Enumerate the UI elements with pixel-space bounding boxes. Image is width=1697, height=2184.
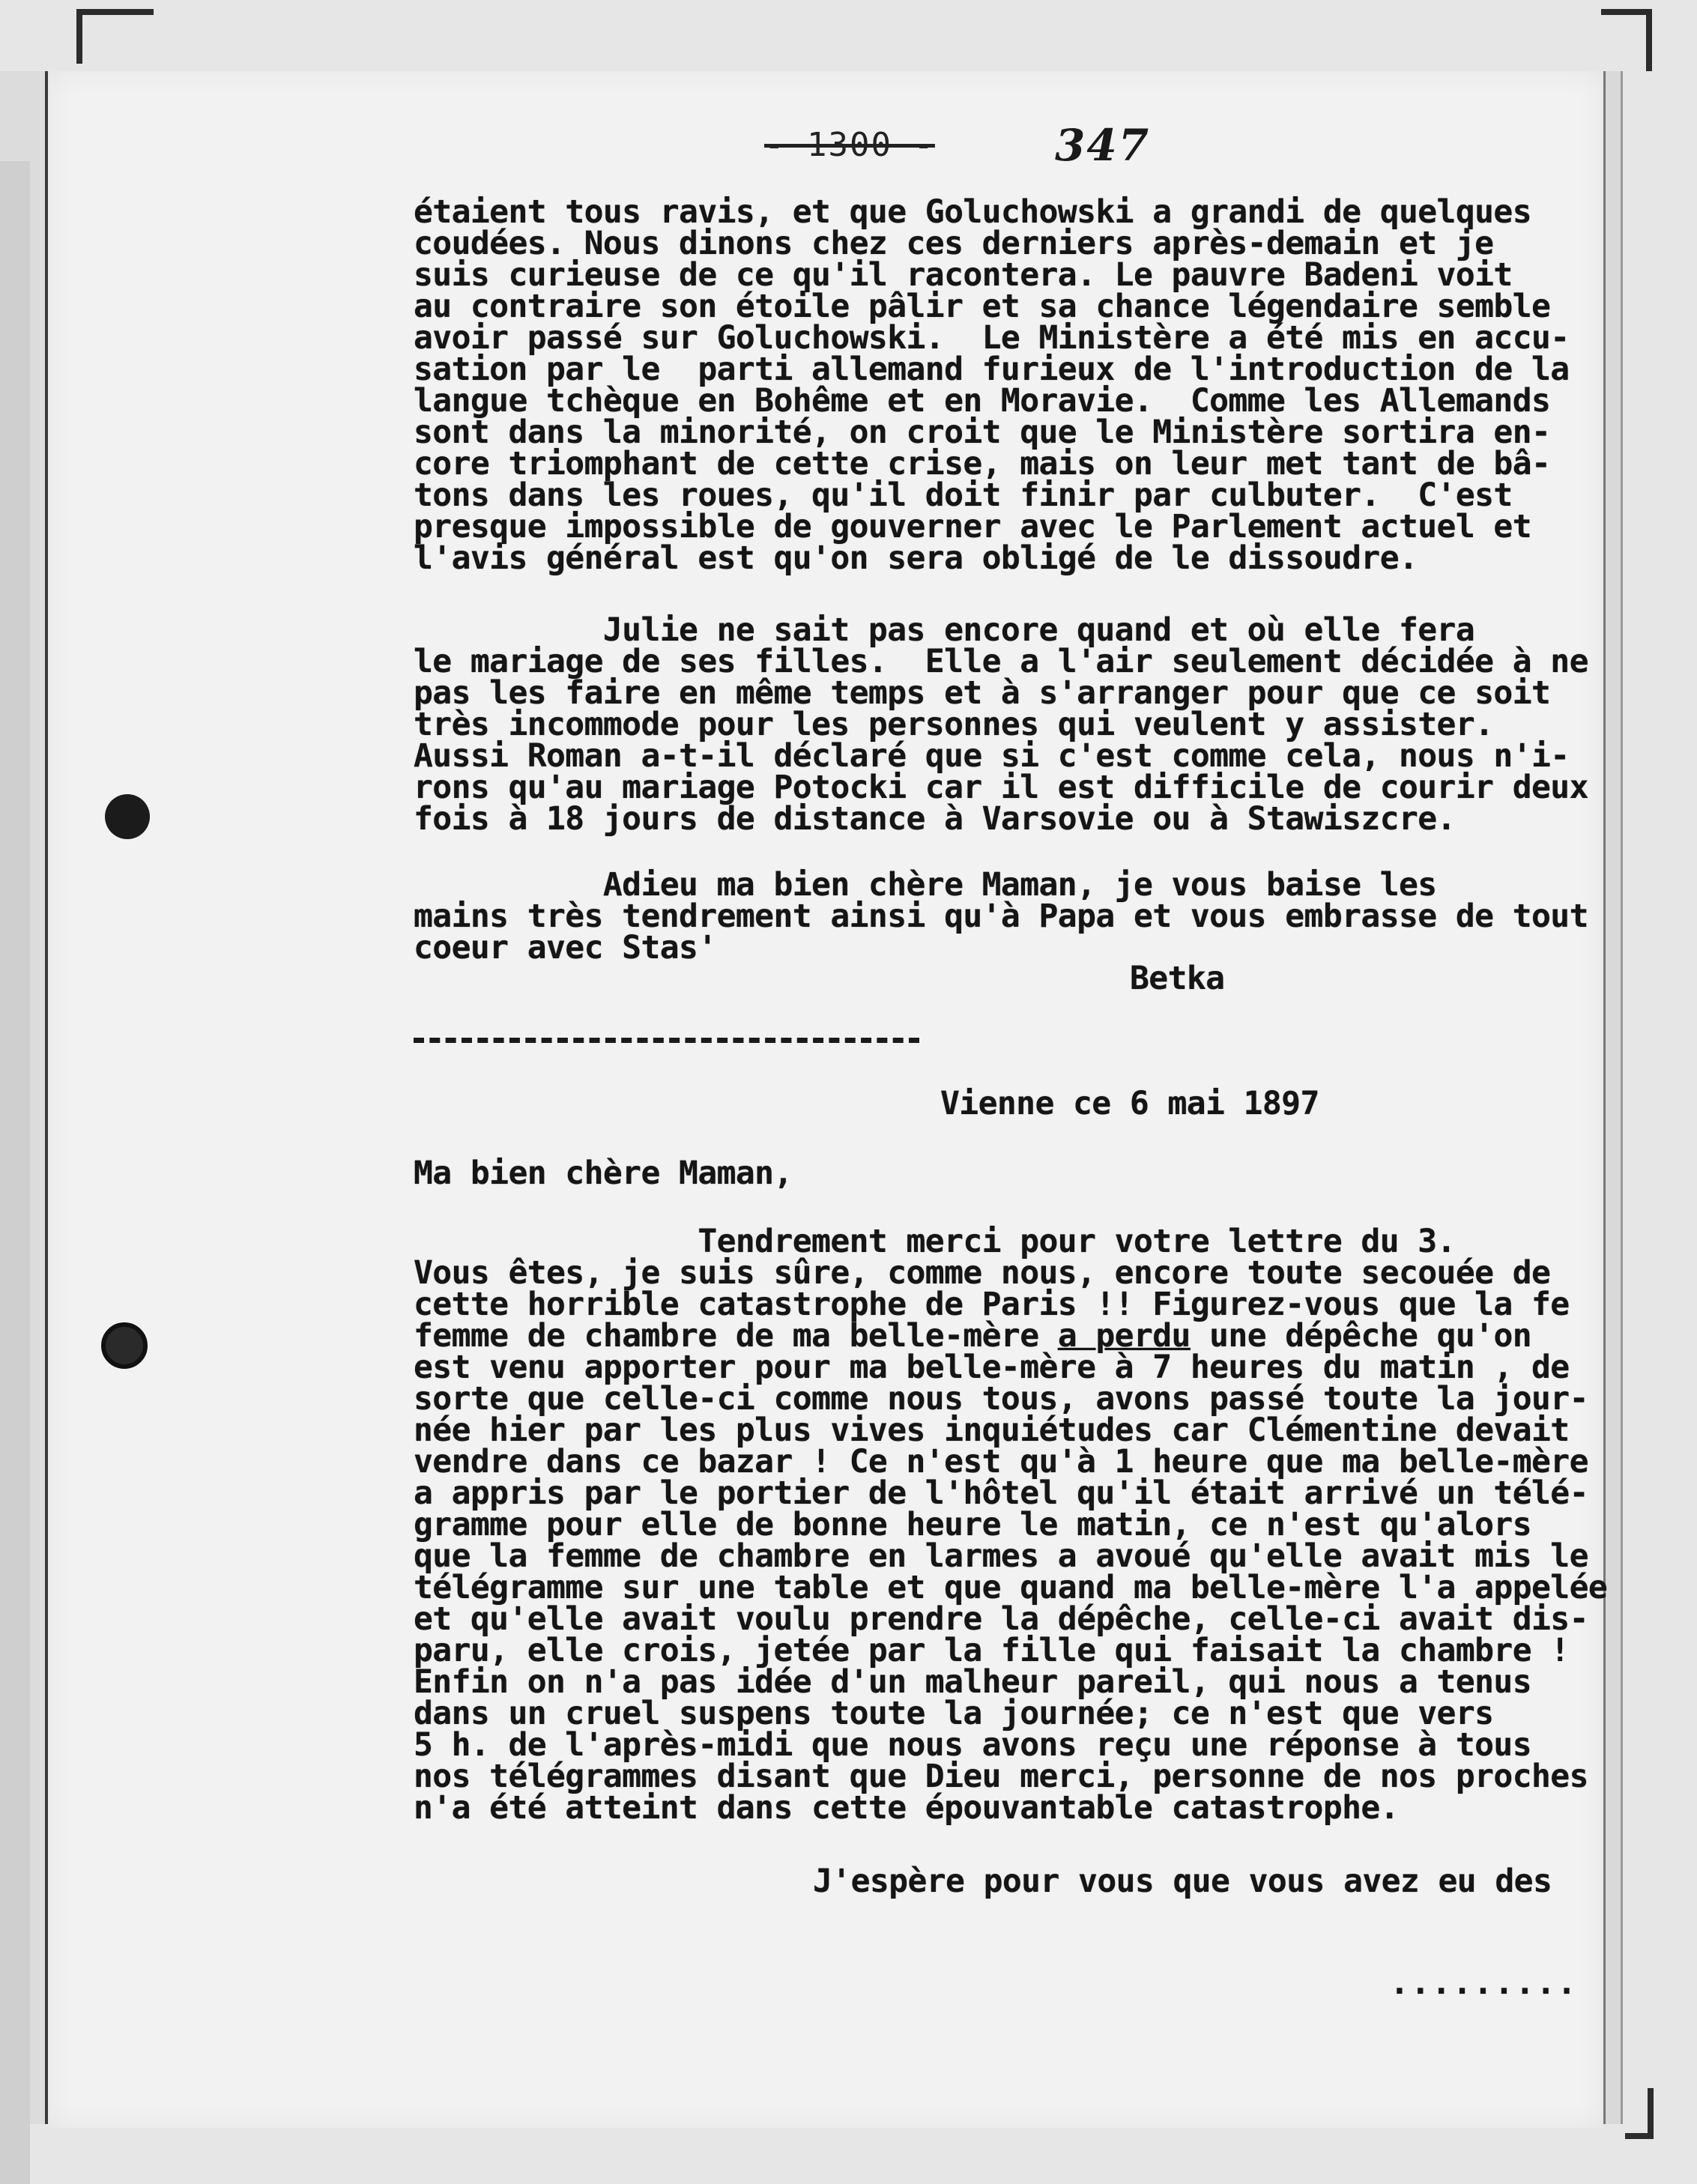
letter-two-dateline: Vienne ce 6 mai 1897 (940, 1085, 1319, 1122)
punch-hole-lower (101, 1322, 148, 1369)
binder-edge (0, 71, 48, 2124)
letter-one-closing: Adieu ma bien chère Maman, je vous baise les mains très tendrement ainsi qu'à Papa et vous embrasse de tout coeur avec Stas' (414, 866, 1588, 967)
handwritten-page-number: 347 (1055, 120, 1151, 171)
letter-one-paragraph-2: Julie ne sait pas encore quand et où elle fera le mariage de ses filles. Elle a l'air seulement décidée à ne pas les faire en même temps et à s'arranger pour que ce soit très incommode pour les personnes qui veulent y assister. Aussi Roman a-t-il déclaré que si c'est comme cela, nous n'i- rons qu'au mariage Potocki car il est difficile de courir deux fois à 18 jours de distance à Varsovie ou à Stawiszcre. (414, 611, 1588, 838)
old-page-number: - 1300 - (764, 126, 935, 164)
page-header (764, 120, 1151, 171)
punch-hole-upper (105, 794, 150, 839)
crop-mark-top-right (1601, 9, 1652, 71)
letter-two-paragraph-1 (414, 1223, 1608, 1827)
letter-separator-rule (414, 1038, 919, 1043)
continuation-dots: ......... (1390, 1964, 1578, 2002)
letter-one-signature: Betka (1130, 960, 1225, 997)
p4-text-rest: une dépêche qu'on est venu apporter pour ma belle-mère à 7 heures du matin , de sorte que celle-ci comme nous tous, avons passé toute la jour- née hier par les plus vives inquiétudes car Clémentine devait vendre dans ce bazar ! Ce n'est qu'à 1 heure que ma belle-mère a appris par le portier de l'hôtel qu'il était arrivé un télé- gramme pour elle de bonne heure le matin, ce n'est qu'alors que la femme de chambre en larmes a avoué qu'elle avait mis le télégramme sur une table et que quand ma belle-mère l'a appelée et qu'elle avait voulu prendre la dépêche, celle-ci avait dis- paru, elle crois, jetée par la fille qui faisait la chambre ! Enfin on n'a pas idée d'un malheur pareil, qui nous a tenus dans un cruel suspens toute la journée; ce n'est que vers 5 h. de l'après-midi que nous avons reçu une réponse à tous nos télégrammes disant que Dieu merci, personne de nos proches n'a été atteint dans cette épouvantable catastrophe. (414, 1317, 1608, 1827)
letter-two-paragraph-2: J'espère pour vous que vous avez eu des (813, 1863, 1552, 1900)
letter-one-paragraph-1: étaient tous ravis, et que Goluchowski a grandi de quelques coudées. Nous dinons chez ces derniers après-demain et je suis curieuse de ce qu'il racontera. Le pauvre Badeni voit au contraire son étoile pâlir et sa chance légendaire semble avoir passé sur Goluchowski. Le Ministère a été mis en accu- sation par le parti allemand furieux de l'introduction de la langue tchèque en Bohême et en Moravie. Comme les Allemands sont dans la minorité, on croit que le Ministère sortira en- core triomphant de cette crise, mais on leur met tant de bâ- tons dans les roues, qu'il doit finir par culbuter. C'est presque impossible de gouverner avec le Parlement actuel et l'avis général est qu'on sera obligé de le dissoudre. (414, 193, 1570, 577)
p4-text-start: Tendrement merci pour votre lettre du 3. Vous êtes, je suis sûre, comme nous, encore toute secouée de cette horrible catastrophe de Paris !! Figurez-vous que la fe femme de chambre de ma belle-mère (414, 1223, 1570, 1355)
p4-underlined-phrase: a perdu (1057, 1317, 1191, 1355)
binder-inner-edge (0, 161, 30, 2184)
crop-mark-top-left (76, 9, 154, 64)
letter-two-salutation: Ma bien chère Maman, (414, 1155, 793, 1192)
crop-mark-bottom-right (1625, 2088, 1654, 2139)
